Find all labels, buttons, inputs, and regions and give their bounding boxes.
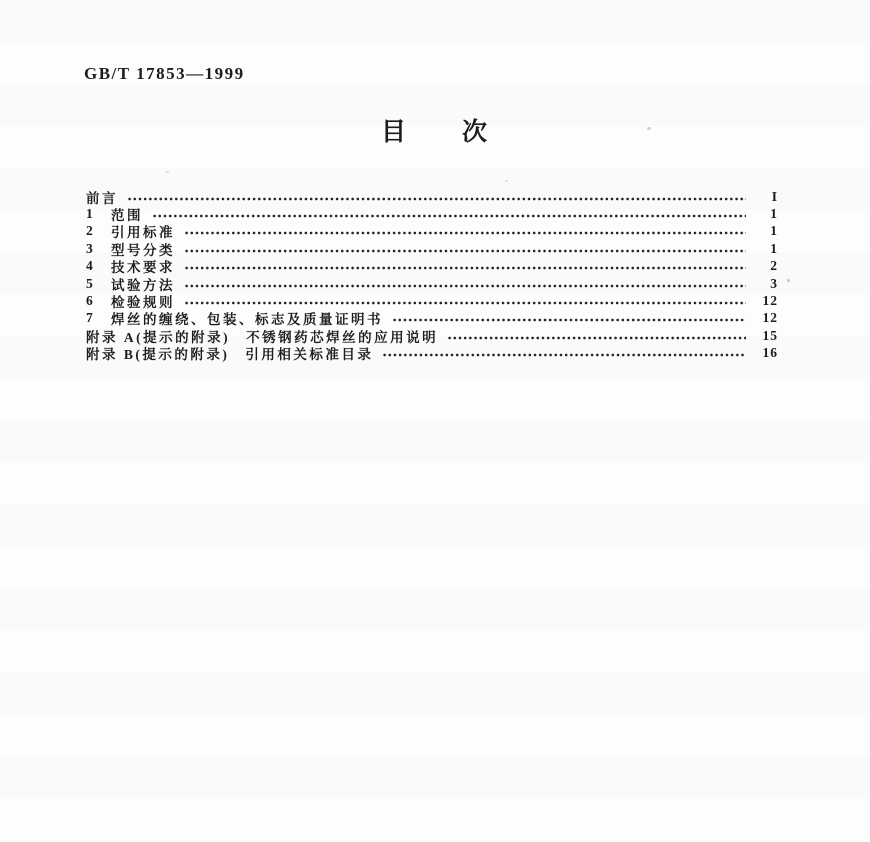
toc-row-number: 6 — [86, 293, 93, 309]
toc-row[interactable] — [86, 205, 778, 222]
toc-row-number: 5 — [86, 275, 93, 291]
toc-row[interactable] — [86, 223, 778, 240]
toc-page-number: 1 — [770, 223, 778, 239]
page-title-char-1: 目 — [380, 119, 406, 146]
toc-dot-leader-icon — [184, 231, 746, 235]
toc-page-number: 16 — [762, 345, 778, 361]
toc-row-label: 附录 A(提示的附录) 不锈钢药芯焊丝的应用说明 — [86, 329, 439, 345]
toc-row[interactable] — [86, 258, 778, 275]
toc-dot-leader-icon — [447, 336, 746, 340]
toc-row-label: 范围 — [111, 208, 143, 224]
toc-row[interactable] — [86, 188, 778, 205]
toc-row-number: 1 — [86, 206, 93, 222]
toc-row-number: 4 — [86, 258, 93, 274]
toc-row-label: 引用标准 — [111, 225, 175, 241]
scan-speck-icon — [505, 180, 508, 182]
toc-page-number: 1 — [770, 206, 778, 222]
toc-row[interactable] — [86, 310, 778, 327]
toc-row-label: 附录 B(提示的附录) 引用相关标准目录 — [86, 347, 374, 363]
toc-page-number: 12 — [762, 310, 778, 326]
toc-row-number: 2 — [86, 223, 93, 239]
scan-speck-icon — [787, 279, 790, 282]
standard-number-header: GB/T 17853—1999 — [84, 64, 245, 83]
toc-row-label: 型号分类 — [111, 242, 175, 258]
toc-page-number: 15 — [762, 327, 778, 343]
toc-row-number: 7 — [86, 310, 93, 326]
toc-dot-leader-icon — [392, 318, 746, 322]
page-title — [0, 112, 868, 148]
toc-page-number: 2 — [770, 258, 778, 274]
table-of-contents — [86, 188, 778, 362]
toc-row-number: 3 — [86, 240, 93, 256]
toc-row-label: 试验方法 — [111, 277, 175, 293]
page-title-char-2: 次 — [462, 119, 488, 146]
toc-row[interactable] — [86, 345, 778, 362]
toc-page-number: 12 — [762, 293, 778, 309]
toc-dot-leader-icon — [152, 214, 746, 218]
toc-dot-leader-icon — [184, 284, 746, 288]
scan-speck-icon — [166, 171, 169, 173]
toc-page-number: 1 — [770, 240, 778, 256]
toc-page-number: 3 — [770, 275, 778, 291]
toc-dot-leader-icon — [184, 301, 746, 305]
scan-speck-icon — [647, 127, 651, 130]
toc-row-label: 前言 — [86, 190, 118, 206]
toc-row-label: 焊丝的缠绕、包装、标志及质量证明书 — [111, 312, 383, 328]
toc-row[interactable] — [86, 292, 778, 309]
toc-dot-leader-icon — [184, 266, 746, 270]
toc-row[interactable] — [86, 275, 778, 292]
toc-row-label: 检验规则 — [111, 295, 175, 311]
toc-page-number: I — [771, 188, 778, 204]
toc-row-label: 技术要求 — [111, 260, 175, 276]
toc-dot-leader-icon — [184, 249, 746, 253]
toc-row[interactable] — [86, 240, 778, 257]
toc-row[interactable] — [86, 327, 778, 344]
toc-dot-leader-icon — [382, 353, 746, 357]
toc-dot-leader-icon — [127, 197, 746, 201]
